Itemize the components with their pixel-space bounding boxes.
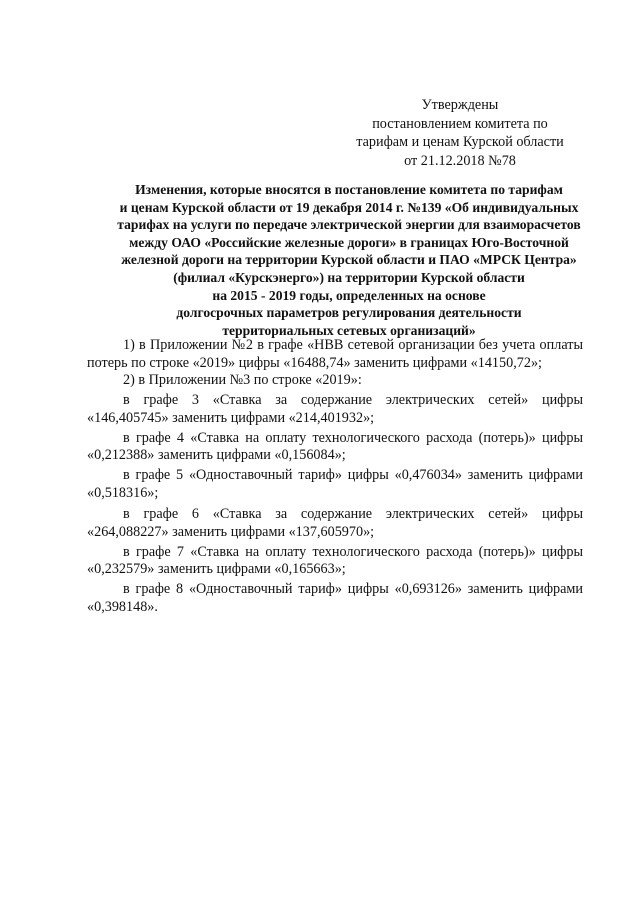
body-paragraph: в графе 3 «Ставка за содержание электрических сетей» цифры «146,405745» заменить цифрами «214,401932»; [87,392,583,426]
document-body [87,337,583,617]
body-paragraph: в графе 6 «Ставка за содержание электрических сетей» цифры «264,088227» заменить цифрами «137,605970»; [87,506,583,541]
body-paragraph: в графе 7 «Ставка на оплату технологического расхода (потерь)» цифры «0,232579» заменить цифрами «0,165663»; [87,543,583,578]
title-line: между ОАО «Российские железные дороги» в границах Юго-Восточной [129,234,569,250]
body-paragraph: в графе 8 «Одноставочный тариф» цифры «0,693126» заменить цифрами «0,398148». [87,581,583,615]
title-line: и ценам Курской области от 19 декабря 2014 г. №139 «Об индивидуальных [119,199,579,215]
approval-line: Утверждены [421,97,499,113]
title-line: долгосрочных параметров регулирования деятельности [176,305,522,321]
body-paragraph: 2) в Приложении №3 по строке «2019»: [123,372,362,389]
body-paragraph: 1) в Приложении №2 в графе «НВВ сетевой организации без учета оплаты потерь по строке «2019» цифры «16488,74» заменить цифрами «14150,72»; [87,337,583,371]
title-line: тарифах на услуги по передаче электрической энергии для взаиморасчетов [117,217,581,233]
approval-line: тарифам и ценам Курской области [356,134,564,150]
approval-line: постановлением комитета по [372,115,548,132]
approval-stamp [330,96,590,170]
body-paragraph: в графе 4 «Ставка на оплату технологического расхода (потерь)» цифры «0,212388» заменить цифрами «0,156084»; [87,429,583,464]
body-paragraph: в графе 5 «Одноставочный тариф» цифры «0,476034» заменить цифрами «0,518316»; [87,466,583,501]
title-line: (филиал «Курскэнерго») на территории Курской области [173,269,525,285]
title-line: территориальных сетевых организаций» [222,322,476,338]
document-title [100,181,598,339]
title-line: железной дороги на территории Курской области и ПАО «МРСК Центра» [121,252,577,268]
approval-line: от 21.12.2018 №78 [404,152,516,169]
title-line: Изменения, которые вносятся в постановление комитета по тарифам [135,182,563,197]
title-line: на 2015 - 2019 годы, определенных на основе [212,287,486,303]
